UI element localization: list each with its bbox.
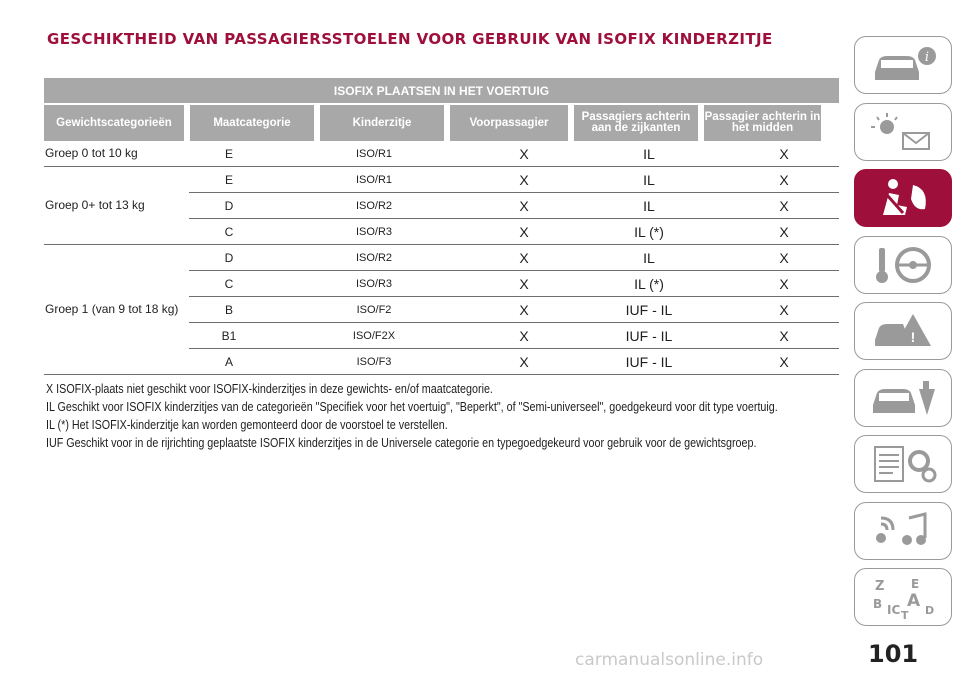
child-seat-cell: ISO/R2 (355, 199, 393, 212)
rear-side-cell: IUF - IL (625, 301, 673, 318)
rear-middle-cell: X (779, 301, 789, 318)
rear-side-cell: IUF - IL (625, 353, 673, 370)
rear-middle-cell: X (779, 145, 789, 162)
tab-safety[interactable] (854, 169, 952, 227)
table-row (189, 271, 839, 297)
front-passenger-cell: X (519, 223, 529, 240)
table-row (189, 349, 839, 374)
header-child-seat: Kinderzitje (320, 105, 444, 141)
svg-text:IC: IC (887, 603, 901, 617)
front-passenger-cell: X (519, 327, 529, 344)
front-passenger-cell: X (519, 301, 529, 318)
tab-index[interactable] (854, 568, 952, 626)
child-seat-cell: ISO/R1 (355, 173, 393, 186)
table-group (44, 245, 839, 375)
key-steering-wheel-icon (863, 242, 943, 288)
technical-data-icon (863, 441, 943, 487)
size-category-cell: B1 (221, 328, 237, 343)
rear-middle-cell: X (779, 353, 789, 370)
svg-text:A: A (907, 591, 921, 611)
car-info-icon (863, 42, 943, 88)
tab-starting-driving[interactable] (854, 236, 952, 294)
rear-side-cell: IL (*) (634, 275, 664, 292)
table-body (44, 141, 839, 375)
tab-emergency[interactable] (854, 302, 952, 360)
rear-middle-cell: X (779, 223, 789, 240)
rear-side-cell: IL (643, 249, 655, 266)
legend-notes (46, 380, 836, 452)
tab-technical-data[interactable] (854, 435, 952, 493)
rear-side-cell: IL (643, 171, 655, 188)
index-icon (863, 574, 943, 620)
table-row (189, 167, 839, 193)
note-il-star: IL (*) Het ISOFIX-kinderzitje kan worden gemonteerd door de voorstoel te verstellen. (46, 418, 448, 432)
weight-category-cell: Groep 0 tot 10 kg (45, 146, 138, 160)
table-row (189, 141, 839, 166)
header-rear-middle: Passagier achterin in het midden (704, 105, 821, 141)
rear-side-cell: IL (*) (634, 223, 664, 240)
svg-text:!: ! (910, 329, 916, 345)
svg-text:D: D (925, 604, 935, 617)
chapter-tabs (854, 36, 952, 635)
size-category-cell: A (224, 354, 233, 369)
tab-dashboard-lights[interactable] (854, 103, 952, 161)
svg-text:T: T (901, 609, 909, 620)
tab-multimedia[interactable] (854, 502, 952, 560)
table-column-headers (44, 105, 839, 141)
header-size-category: Maatcategorie (190, 105, 314, 141)
tab-car-info[interactable] (854, 36, 952, 94)
table-row (189, 193, 839, 219)
rear-middle-cell: X (779, 171, 789, 188)
note-x: X ISOFIX-plaats niet geschikt voor ISOFIX-kinderzitjes in deze gewichts- en/of maatcategorie. (46, 382, 493, 396)
svg-text:E: E (911, 577, 920, 591)
weight-category-cell: Groep 1 (van 9 tot 18 kg) (45, 302, 179, 316)
size-category-cell: E (224, 146, 233, 161)
front-passenger-cell: X (519, 171, 529, 188)
svg-text:Z: Z (875, 579, 885, 594)
note-iuf: IUF Geschikt voor in de rijrichting geplaatste ISOFIX kinderzitjes in de Universele categorie en typegoedgekeurd voor gebruik voor de gewichtsgroep. (46, 436, 757, 450)
table-row (189, 297, 839, 323)
front-passenger-cell: X (519, 197, 529, 214)
header-rear-side: Passagiers achterin aan de zijkanten (574, 105, 698, 141)
size-category-cell: B (224, 302, 233, 317)
size-category-cell: D (224, 198, 234, 213)
multimedia-icon (863, 508, 943, 554)
dashboard-lights-icon (863, 109, 943, 155)
header-front-passenger: Voorpassagier (450, 105, 568, 141)
rear-middle-cell: X (779, 197, 789, 214)
car-maintenance-icon (863, 375, 943, 421)
svg-text:i: i (924, 50, 930, 65)
tab-maintenance[interactable] (854, 369, 952, 427)
table-group (44, 141, 839, 167)
car-emergency-icon (863, 308, 943, 354)
weight-category-cell: Groep 0+ tot 13 kg (45, 198, 145, 212)
rear-middle-cell: X (779, 275, 789, 292)
table-super-header: ISOFIX PLAATSEN IN HET VOERTUIG (44, 78, 839, 103)
size-category-cell: D (224, 250, 234, 265)
rear-side-cell: IUF - IL (625, 327, 673, 344)
size-category-cell: E (224, 172, 233, 187)
note-il: IL Geschikt voor ISOFIX kinderzitjes van de categorieën "Specifiek voor het voertuig", "Beperkt", of "Semi-universeel", goedgekeurd voor dit type voertuig. (46, 400, 778, 414)
rear-side-cell: IL (643, 145, 655, 162)
table-row (189, 245, 839, 271)
airbag-seatbelt-icon (863, 175, 943, 221)
rear-middle-cell: X (779, 249, 789, 266)
size-category-cell: C (224, 224, 234, 239)
child-seat-cell: ISO/F2X (352, 329, 396, 342)
child-seat-cell: ISO/F3 (356, 355, 392, 368)
child-seat-cell: ISO/F2 (356, 303, 392, 316)
front-passenger-cell: X (519, 249, 529, 266)
size-category-cell: C (224, 276, 234, 291)
svg-text:B: B (873, 597, 883, 611)
front-passenger-cell: X (519, 275, 529, 292)
child-seat-cell: ISO/R3 (355, 225, 393, 238)
watermark: carmanualsonline.info (575, 650, 764, 670)
rear-middle-cell: X (779, 327, 789, 344)
child-seat-cell: ISO/R2 (355, 251, 393, 264)
front-passenger-cell: X (519, 145, 529, 162)
child-seat-cell: ISO/R3 (355, 277, 393, 290)
page-number: 101 (868, 640, 919, 668)
isofix-table (44, 78, 839, 375)
table-row (189, 323, 839, 349)
table-row (189, 219, 839, 244)
front-passenger-cell: X (519, 353, 529, 370)
page-title: GESCHIKTHEID VAN PASSAGIERSSTOELEN VOOR GEBRUIK VAN ISOFIX KINDERZITJE (47, 30, 773, 48)
header-weight-category: Gewichtscategorieën (44, 105, 184, 141)
table-group (44, 167, 839, 245)
child-seat-cell: ISO/R1 (355, 147, 393, 160)
rear-side-cell: IL (643, 197, 655, 214)
